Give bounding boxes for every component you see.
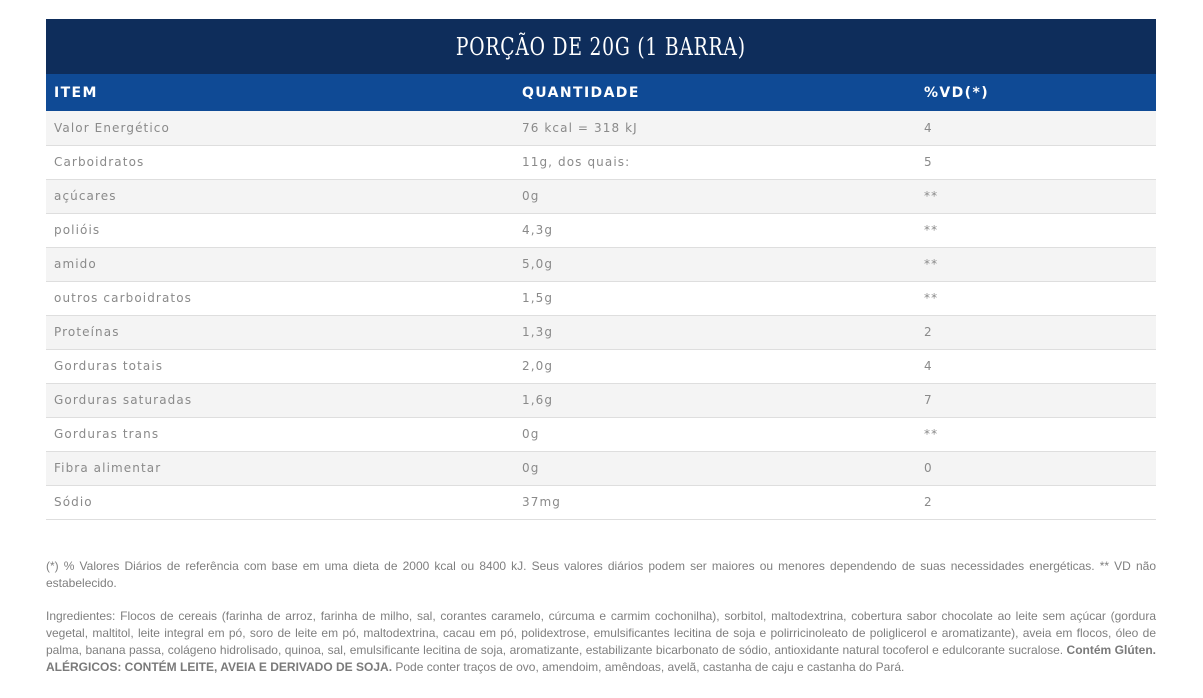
row-quantity: 1,6g: [522, 393, 554, 407]
row-quantity: 1,5g: [522, 291, 554, 305]
row-quantity: 76 kcal = 318 kJ: [522, 120, 638, 135]
header-item: ITEM: [54, 84, 98, 101]
row-quantity: 1,3g: [522, 325, 554, 339]
table-row: [46, 485, 1156, 519]
row-daily-value: **: [924, 223, 939, 237]
row-daily-value: 2: [924, 495, 933, 509]
table-row: [46, 383, 1156, 417]
row-item: Sódio: [54, 495, 93, 509]
row-item: Valor Energético: [54, 120, 170, 135]
table-row: [46, 417, 1156, 451]
table-row: [46, 111, 1156, 145]
header-quantity: QUANTIDADE: [522, 84, 640, 101]
allergens-warning: ALÉRGICOS: CONTÉM LEITE, AVEIA E DERIVADO DE SOJA.: [46, 660, 393, 674]
row-quantity: 2,0g: [522, 359, 554, 373]
row-daily-value: 2: [924, 325, 933, 339]
notes-section: [46, 558, 1156, 676]
row-daily-value: **: [924, 257, 939, 271]
ingredients-paragraph: [46, 608, 1156, 676]
row-item: Gorduras totais: [54, 359, 164, 373]
ingredients-text: Ingredientes: Flocos de cereais (farinha de arroz, farinha de milho, sal, corantes caramelo, cúrcuma e carmim cochonilha), sorbitol, maltodextrina, cobertura sabor chocolate ao leite sem açúcar (gordura vegetal, maltitol, leite integral em pó, soro de leite em pó, maltodextrina, cacau em pó, polidextrose, emulsificantes lecitina de soja e polirricinoleato de poliglicerol e aromatizante), aveia em flocos, óleo de palma, banana passa, colágeno hidrolisado, quinoa, sal, emulsificante lecitina de soja, aromatizante, estabilizante bicarbonato de sódio, antioxidante natural tocoferol e edulcorante sucralose.: [46, 609, 1156, 657]
table-row: [46, 213, 1156, 247]
nutrition-panel: [46, 19, 1156, 520]
row-item: Carboidratos: [54, 155, 145, 169]
row-daily-value: 4: [924, 359, 933, 373]
portion-title-bar: [46, 19, 1156, 74]
table-row: [46, 349, 1156, 383]
table-header-row: [46, 74, 1156, 111]
gluten-warning: Contém Glúten.: [1066, 643, 1156, 657]
row-item: Fibra alimentar: [54, 461, 162, 475]
table-row: [46, 451, 1156, 485]
row-quantity: 11g, dos quais:: [522, 155, 631, 169]
table-row: [46, 179, 1156, 213]
row-item: açúcares: [54, 189, 117, 203]
row-item: Proteínas: [54, 325, 120, 339]
row-quantity: 0g: [522, 189, 540, 203]
portion-title: PORÇÃO DE 20G (1 BARRA): [456, 32, 746, 61]
table-row: [46, 281, 1156, 315]
table-row: [46, 315, 1156, 349]
row-daily-value: 4: [924, 120, 933, 135]
row-daily-value: 5: [924, 155, 933, 169]
table-row: [46, 145, 1156, 179]
row-quantity: 5,0g: [522, 257, 554, 271]
row-quantity: 0g: [522, 461, 540, 475]
row-quantity: 0g: [522, 427, 540, 441]
row-daily-value: 0: [924, 461, 933, 475]
row-quantity: 37mg: [522, 495, 561, 509]
row-daily-value: 7: [924, 393, 933, 407]
row-item: Gorduras saturadas: [54, 393, 193, 407]
table-row: [46, 247, 1156, 281]
row-daily-value: **: [924, 189, 939, 203]
nutrition-table: [46, 74, 1156, 520]
row-quantity: 4,3g: [522, 223, 554, 237]
daily-value-footnote: (*) % Valores Diários de referência com base em uma dieta de 2000 kcal ou 8400 kJ. Seus valores diários podem ser maiores ou menores dependendo de suas necessidades energéticas. ** VD não estabelecido.: [46, 559, 1156, 590]
row-daily-value: **: [924, 291, 939, 305]
row-daily-value: **: [924, 427, 939, 441]
row-item: amido: [54, 257, 97, 271]
header-daily-value: %VD(*): [924, 84, 990, 101]
traces-text: Pode conter traços de ovo, amendoim, amêndoas, avelã, castanha de caju e castanha do Pará.: [395, 660, 905, 674]
row-item: Gorduras trans: [54, 427, 160, 441]
row-item: polióis: [54, 223, 101, 237]
row-item: outros carboidratos: [54, 291, 193, 305]
